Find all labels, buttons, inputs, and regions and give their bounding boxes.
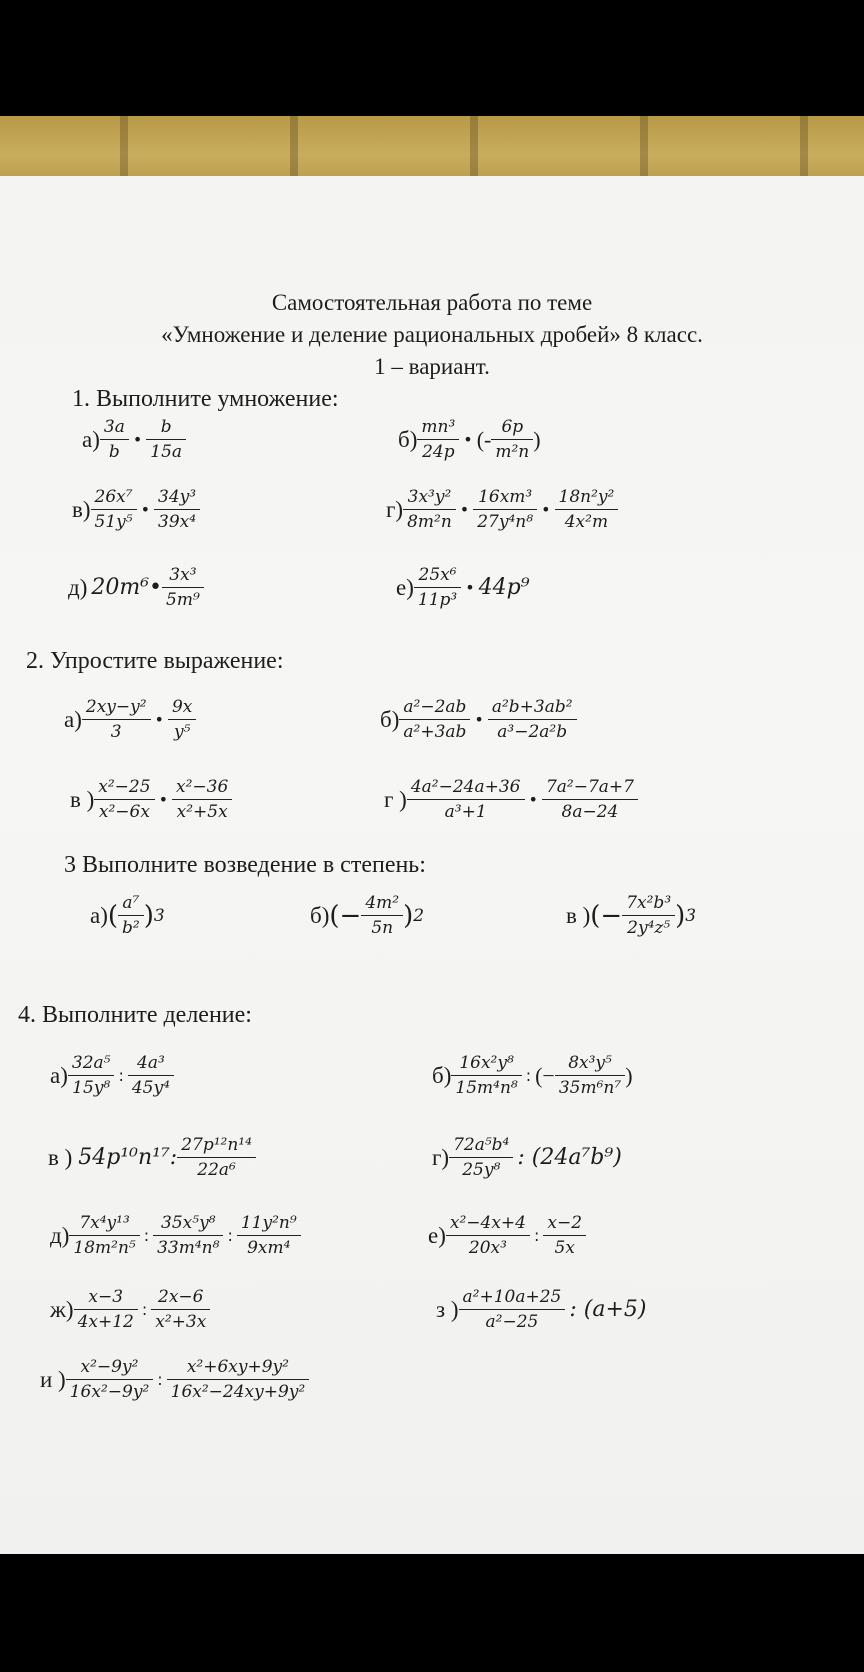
fraction xyxy=(177,1134,256,1181)
fraction xyxy=(459,1286,566,1333)
numerator: 4a²−24a+36 xyxy=(410,777,521,797)
fraction-bar xyxy=(543,1235,586,1236)
fraction xyxy=(82,696,151,743)
fraction xyxy=(118,892,144,939)
numerator: x²−36 xyxy=(176,777,229,797)
worksheet-paper xyxy=(0,176,864,1554)
operator: • xyxy=(541,500,551,519)
numerator: a²−2ab xyxy=(403,697,467,717)
denominator: 33m⁴n⁸ xyxy=(157,1238,220,1258)
fraction-bar xyxy=(414,587,461,588)
task-1b: б) $\frac{\text{mn³}}{24p}$ • (- $\frac{6p}{\text{m²n}}$ ) xyxy=(398,417,541,462)
fraction-bar xyxy=(403,509,456,510)
numerator: 2x−6 xyxy=(158,1287,204,1307)
task-label: б) xyxy=(310,902,330,928)
fraction xyxy=(68,1052,115,1099)
fraction-bar xyxy=(451,1075,521,1076)
task-label: ж) xyxy=(50,1296,74,1322)
numerator: 4m² xyxy=(365,893,400,913)
fraction xyxy=(69,1212,139,1259)
task-4g: г) $\frac{\text{72a⁵b⁴}}{\text{25y⁸}}$ : (24a⁷b⁹) xyxy=(432,1135,622,1180)
fraction-bar xyxy=(168,719,196,720)
fraction xyxy=(488,696,577,743)
task-4a xyxy=(50,1052,174,1099)
operator: : xyxy=(534,1226,540,1245)
fraction xyxy=(162,564,204,611)
numerator: 35x⁵y⁸ xyxy=(161,1213,216,1233)
task-label: а) xyxy=(90,902,108,928)
numerator: 4a³ xyxy=(137,1053,165,1073)
task-label: в ) xyxy=(70,786,95,812)
fraction-bar xyxy=(118,915,144,916)
task-label: в ) xyxy=(48,1144,73,1170)
denominator: 4x²m xyxy=(564,512,609,532)
task-label: г) xyxy=(432,1144,450,1170)
fraction xyxy=(417,416,459,463)
task-label: б) xyxy=(380,706,400,732)
fraction xyxy=(407,776,525,823)
denominator: 11p³ xyxy=(417,590,458,610)
fraction-bar xyxy=(146,439,186,440)
fraction xyxy=(167,1356,310,1403)
numerator: 16xm³ xyxy=(478,487,533,507)
fraction-bar xyxy=(100,439,129,440)
task-4zh xyxy=(50,1286,210,1333)
fraction-bar xyxy=(361,915,403,916)
fraction xyxy=(100,416,129,463)
numerator: 32a⁵ xyxy=(71,1053,111,1073)
task-label: а) xyxy=(50,1062,68,1088)
fraction-bar xyxy=(172,799,232,800)
fraction-bar xyxy=(459,1309,566,1310)
numerator: 25x⁶ xyxy=(418,565,457,585)
task-label: б) xyxy=(398,426,418,452)
numerator: x−3 xyxy=(88,1287,124,1307)
numerator: 6p xyxy=(501,417,524,437)
fraction xyxy=(403,486,456,533)
fraction-bar xyxy=(66,1379,154,1380)
fraction xyxy=(451,1052,521,1099)
numerator: 16x²y⁸ xyxy=(459,1053,514,1073)
denominator: x²+3x xyxy=(155,1312,207,1332)
task-label: з ) xyxy=(436,1296,459,1322)
denominator: 5x xyxy=(554,1238,575,1258)
denominator: 16x²−24xy+9y² xyxy=(170,1382,306,1402)
denominator: b² xyxy=(122,918,140,938)
numerator: mn³ xyxy=(421,417,456,437)
denominator: x²+5x xyxy=(176,802,228,822)
denominator: y⁵ xyxy=(173,722,191,742)
task-4v: в ) 54p¹⁰n¹⁷: $\frac{\text{27p¹²n¹⁴}}{\text{22a⁶}}$ xyxy=(48,1134,256,1181)
fraction xyxy=(146,416,186,463)
numerator: 27p¹²n¹⁴ xyxy=(181,1135,252,1155)
fraction xyxy=(66,1356,154,1403)
task-label: г ) xyxy=(384,786,407,812)
numerator: 9x xyxy=(171,697,193,717)
fraction-bar xyxy=(167,1379,310,1380)
task-label: а) xyxy=(82,426,100,452)
fraction xyxy=(168,696,196,743)
denominator: 2y⁴z⁵ xyxy=(627,918,671,938)
fraction xyxy=(74,1286,138,1333)
denominator: 5m⁹ xyxy=(166,590,200,610)
fraction-bar xyxy=(68,1075,115,1076)
fraction-bar xyxy=(555,509,619,510)
fraction xyxy=(622,892,675,939)
operator: • xyxy=(463,430,473,449)
denominator: x²−6x xyxy=(98,802,150,822)
task-label: в ) xyxy=(566,902,591,928)
operator: • xyxy=(158,790,168,809)
fraction-bar xyxy=(162,587,204,588)
fraction-bar xyxy=(91,509,137,510)
section-4-heading: 4. Выполните деление: xyxy=(18,1002,252,1028)
numerator: x−2 xyxy=(547,1213,583,1233)
denominator: 15a xyxy=(150,442,183,462)
fraction xyxy=(172,776,232,823)
numerator: 72a⁵b⁴ xyxy=(453,1135,510,1155)
denominator: 24p xyxy=(422,442,455,462)
numerator: b xyxy=(160,417,172,437)
operator: • xyxy=(140,500,151,519)
title-line-1: Самостоятельная работа по теме xyxy=(271,290,593,315)
task-label: г) xyxy=(386,496,404,522)
denominator: 8a−24 xyxy=(561,802,619,822)
task-label: в) xyxy=(72,496,91,522)
fraction xyxy=(555,486,619,533)
numerator: 2xy−y² xyxy=(85,697,147,717)
numerator: x²−4x+4 xyxy=(449,1213,526,1233)
fraction xyxy=(91,486,137,533)
fraction xyxy=(473,486,537,533)
operator: : xyxy=(141,1300,148,1319)
numerator: a⁷ xyxy=(122,893,140,913)
denominator: 15m⁴n⁸ xyxy=(455,1078,518,1098)
section-3-heading: 3 Выполните возведение в степень: xyxy=(64,852,426,878)
fraction-bar xyxy=(237,1235,301,1236)
numerator: 7x²b³ xyxy=(626,893,672,913)
denominator: b xyxy=(108,442,120,462)
task-4z: з ) $\frac{\text{a²+10a+25}}{\text{a²−25}}$ : (a+5) xyxy=(436,1287,647,1332)
denominator: 9xm⁴ xyxy=(247,1238,291,1258)
numerator: a²b+3ab² xyxy=(491,697,573,717)
fraction-bar xyxy=(491,439,533,440)
task-2v xyxy=(70,776,232,823)
fraction xyxy=(446,1212,530,1259)
task-4d xyxy=(50,1212,301,1259)
denominator: 22a⁶ xyxy=(197,1160,236,1180)
fraction xyxy=(414,564,461,611)
fraction xyxy=(128,1052,174,1099)
numerator: x²−25 xyxy=(98,777,151,797)
denominator: a³+1 xyxy=(444,802,487,822)
fraction xyxy=(449,1134,513,1181)
task-1a xyxy=(82,416,186,463)
numerator: 3x³y² xyxy=(407,487,452,507)
operator: • xyxy=(465,578,475,597)
fraction-bar xyxy=(128,1075,174,1076)
denominator: 39x⁴ xyxy=(158,512,197,532)
section-2-heading: 2. Упростите выражение: xyxy=(26,648,284,674)
operator: : xyxy=(118,1066,124,1085)
fraction-bar xyxy=(154,509,200,510)
task-3a: а) ( $\frac{\text{a⁷}}{\text{b²}}$ ) 3 xyxy=(90,893,165,938)
fraction xyxy=(361,892,403,939)
operator: • xyxy=(528,790,538,809)
task-label: б) xyxy=(432,1062,452,1088)
fraction xyxy=(94,776,154,823)
numerator: 26x⁷ xyxy=(94,487,133,507)
fraction-bar xyxy=(488,719,577,720)
fraction xyxy=(555,1052,625,1099)
task-3b: б) (− $\frac{\text{4m²}}{5n}$ ) 2 xyxy=(310,893,425,938)
operator: : xyxy=(143,1226,150,1245)
denominator: 45y⁴ xyxy=(131,1078,170,1098)
fraction-bar xyxy=(177,1157,256,1158)
task-4b: б) $\frac{\text{16x²y⁸}}{\text{15m⁴n⁸}}$ : (− $\frac{\text{8x³y⁵}}{\text{35m⁶n⁷}}$ ) xyxy=(432,1053,633,1098)
denominator: 5n xyxy=(371,918,394,938)
fraction xyxy=(542,776,638,823)
fraction-bar xyxy=(542,799,638,800)
fraction-bar xyxy=(94,799,154,800)
denominator: 15y⁸ xyxy=(72,1078,111,1098)
task-label: е) xyxy=(428,1222,446,1248)
fraction-bar xyxy=(151,1309,210,1310)
denominator: 35m⁶n⁷ xyxy=(558,1078,622,1098)
fraction-bar xyxy=(449,1157,513,1158)
fraction xyxy=(154,486,200,533)
fraction-bar xyxy=(555,1075,625,1076)
operator: • xyxy=(459,500,470,519)
task-1g xyxy=(386,486,618,533)
numerator: 3x³ xyxy=(169,565,197,585)
task-3v: в ) (− $\frac{\text{7x²b³}}{\text{2y⁴z⁵}}$ ) 3 xyxy=(566,893,697,938)
denominator: 3 xyxy=(110,722,122,742)
fraction-bar xyxy=(407,799,525,800)
fraction-bar xyxy=(417,439,459,440)
fraction xyxy=(543,1212,586,1259)
operator: : xyxy=(157,1370,163,1389)
numerator: 7a²−7a+7 xyxy=(545,777,634,797)
task-label: и ) xyxy=(40,1366,66,1392)
fraction-bar xyxy=(399,719,470,720)
denominator: m²n xyxy=(495,442,530,462)
denominator: 8m²n xyxy=(407,512,452,532)
fraction-bar xyxy=(473,509,537,510)
operator: • xyxy=(132,430,143,449)
task-1v xyxy=(72,486,200,533)
numerator: x²−9y² xyxy=(80,1357,139,1377)
numerator: 34y³ xyxy=(158,487,197,507)
numerator: 8x³y⁵ xyxy=(568,1053,612,1073)
operator: : xyxy=(525,1066,532,1085)
title-line-2: «Умножение и деление рациональных дробей» 8 класс. xyxy=(161,322,703,347)
task-4i xyxy=(40,1356,309,1403)
fraction-bar xyxy=(153,1235,223,1236)
task-label: а) xyxy=(64,706,82,732)
fraction-bar xyxy=(74,1309,138,1310)
task-label: е) xyxy=(396,574,414,600)
fraction xyxy=(153,1212,223,1259)
numerator: 11y²n⁹ xyxy=(240,1213,297,1233)
fraction xyxy=(491,416,533,463)
operator: • xyxy=(474,710,484,729)
denominator: 51y⁵ xyxy=(94,512,133,532)
fraction-bar xyxy=(82,719,151,720)
task-2b xyxy=(380,696,577,743)
operator: • xyxy=(154,710,164,729)
denominator: 18m²n⁵ xyxy=(73,1238,136,1258)
task-1d: д) 20m⁶• $\frac{\text{3x³}}{\text{5m⁹}}$ xyxy=(68,564,204,611)
fraction xyxy=(151,1286,210,1333)
section-1-heading: 1. Выполните умножение: xyxy=(72,386,339,412)
denominator: 16x²−9y² xyxy=(69,1382,150,1402)
numerator: x²+6xy+9y² xyxy=(186,1357,289,1377)
numerator: 3a xyxy=(103,417,125,437)
denominator: a²+3ab xyxy=(403,722,467,742)
numerator: 18n²y² xyxy=(558,487,615,507)
fraction xyxy=(399,696,470,743)
denominator: a³−2a²b xyxy=(497,722,568,742)
numerator: a²+10a+25 xyxy=(462,1287,562,1307)
denominator: a²−25 xyxy=(485,1312,539,1332)
task-2g xyxy=(384,776,638,823)
task-4e xyxy=(428,1212,586,1259)
denominator: 4x+12 xyxy=(77,1312,134,1332)
task-label: д) xyxy=(50,1222,70,1248)
denominator: 20x³ xyxy=(468,1238,507,1258)
denominator: 27y⁴n⁸ xyxy=(477,512,534,532)
numerator: 7x⁴y¹³ xyxy=(79,1213,130,1233)
fraction-bar xyxy=(622,915,675,916)
title-line-3: 1 – вариант. xyxy=(374,354,490,379)
fraction-bar xyxy=(446,1235,530,1236)
task-1e: е) $\frac{\text{25x⁶}}{\text{11p³}}$ • 44p⁹ xyxy=(396,565,530,610)
fraction-bar xyxy=(69,1235,139,1236)
operator: : xyxy=(227,1226,233,1245)
denominator: 25y⁸ xyxy=(462,1160,501,1180)
fraction xyxy=(237,1212,301,1259)
task-2a xyxy=(64,696,196,743)
task-label: д) xyxy=(68,574,88,600)
